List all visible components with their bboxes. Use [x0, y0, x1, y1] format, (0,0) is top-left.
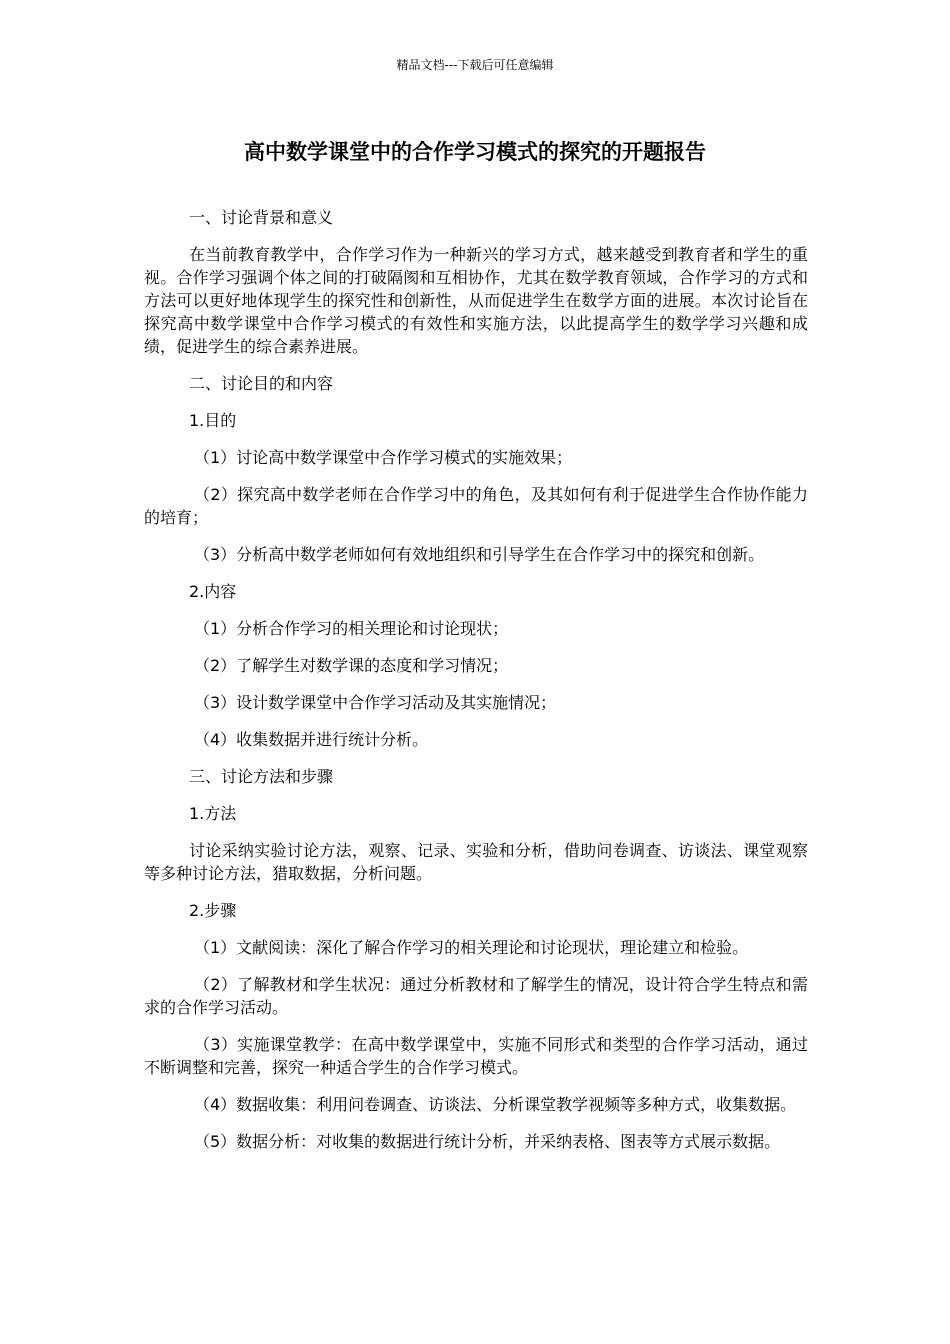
paragraph: 一、讨论背景和意义	[189, 208, 334, 227]
paragraph: （4）数据收集：利用问卷调查、访谈法、分析课堂教学视频等多种方式，收集数据。	[194, 1095, 797, 1114]
paragraph: 1.目的	[189, 411, 237, 430]
paragraph: （3）实施课堂教学：在高中数学课堂中，实施不同形式和类型的合作学习活动，通过不断调整和完善，探究一种适合学生的合作学习模式。	[144, 1035, 808, 1077]
paragraph: 讨论采纳实验讨论方法，观察、记录、实验和分析，借助问卷调查、访谈法、课堂观察等多种讨论方法，猎取数据，分析问题。	[144, 841, 808, 883]
paragraph: （3）设计数学课堂中合作学习活动及其实施情况；	[194, 693, 557, 712]
paragraph: （3）分析高中数学老师如何有效地组织和引导学生在合作学习中的探究和创新。	[194, 545, 765, 564]
paragraph: 二、讨论目的和内容	[189, 374, 334, 393]
document-title: 高中数学课堂中的合作学习模式的探究的开题报告	[244, 140, 706, 164]
paragraph: （2）探究高中数学老师在合作学习中的角色，及其如何有利于促进学生合作协作能力的培育；	[144, 485, 808, 527]
paragraph: （1）分析合作学习的相关理论和讨论现状；	[194, 619, 509, 638]
paragraph: （4）收集数据并进行统计分析。	[194, 730, 429, 749]
paragraph: 三、讨论方法和步骤	[189, 767, 334, 786]
paragraph: 1.方法	[189, 804, 237, 823]
paragraph: （1）讨论高中数学课堂中合作学习模式的实施效果；	[194, 448, 573, 467]
paragraph: 2.步骤	[189, 901, 237, 920]
paragraph: 2.内容	[189, 582, 237, 601]
paragraph: （2）了解教材和学生状况：通过分析教材和了解学生的情况，设计符合学生特点和需求的合作学习活动。	[144, 975, 808, 1017]
paragraph: 在当前教育教学中，合作学习作为一种新兴的学习方式，越来越受到教育者和学生的重视。合作学习强调个体之间的打破隔阂和互相协作，尤其在数学教育领域，合作学习的方式和方法可以更好地体现学生的探究性和创新性，从而促进学生在数学方面的进展。本次讨论旨在探究高中数学课堂中合作学习模式的有效性和实施方法，以此提高学生的数学学习兴趣和成绩，促进学生的综合素养进展。	[144, 245, 808, 356]
document-body	[144, 206, 808, 1167]
paragraph: （5）数据分析：对收集的数据进行统计分析，并采纳表格、图表等方式展示数据。	[194, 1132, 781, 1151]
paragraph: （1）文献阅读：深化了解合作学习的相关理论和讨论现状，理论建立和检验。	[194, 938, 749, 957]
page-header: 精品文档---下载后可任意编辑	[396, 58, 554, 72]
paragraph: （2）了解学生对数学课的态度和学习情况；	[194, 656, 509, 675]
